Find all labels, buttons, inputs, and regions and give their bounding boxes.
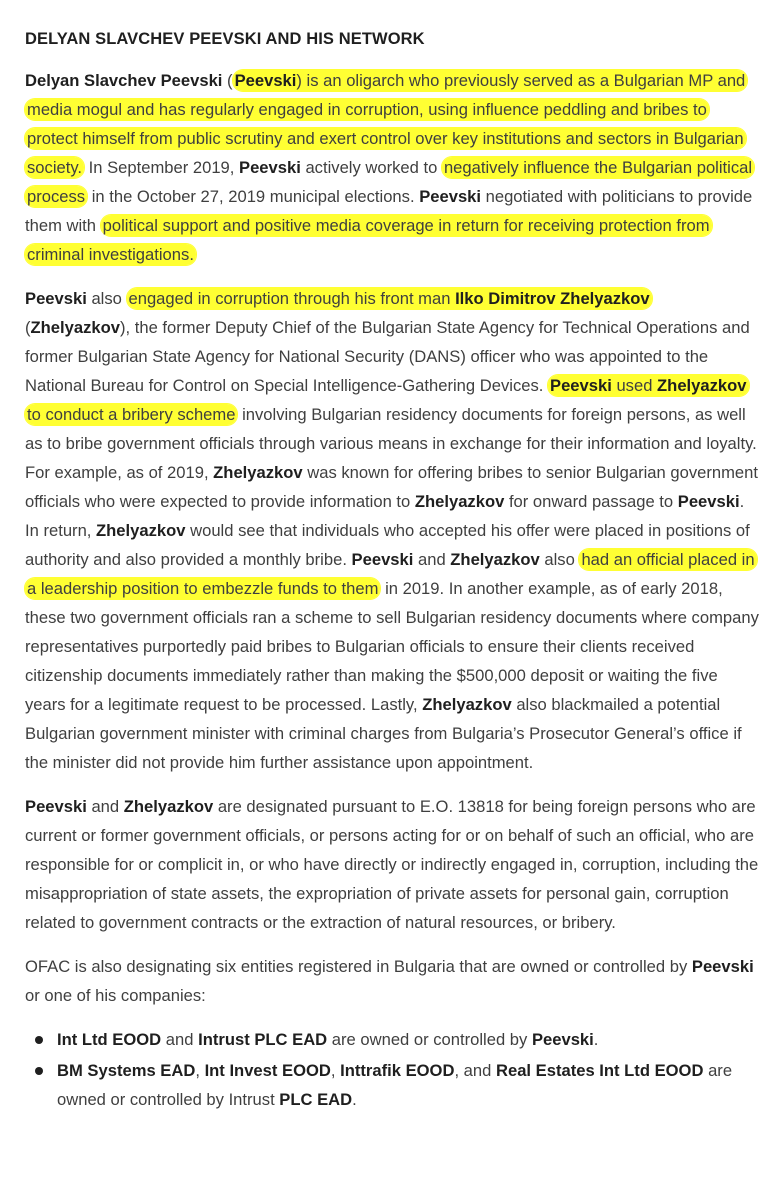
entity-name: Intrust PLC EAD	[198, 1030, 328, 1049]
entity-name: Real Estates Int Ltd EOOD	[495, 1061, 704, 1080]
paragraph-zhelyazkov-scheme: Peevski also engaged in corruption through his front man Ilko Dimitrov Zhelyazkov (Zhelyazkov), the former Deputy Chief of the Bulgarian State Agency for Technical Operations and former Bulgarian State Agency for National Security (DANS) officer who was appointed to the National Bureau for Control on Special Intelligence-Gathering Devices. Peevski used Zhelyazkov to conduct a bribery scheme involving Bulgarian residency documents for foreign persons, as well as to bribe government officials through various means in exchange for their information and loyalty. For example, as of 2019, Zhelyazkov was known for offering bribes to senior Bulgarian government officials who were expected to provide information to Zhelyazkov for onward passage to Peevski. In return, Zhelyazkov would see that individuals who accepted his offer were placed in positions of authority and also provided a monthly bribe. Peevski and Zhelyazkov also had an official placed in a leadership position to embezzle funds to them in 2019. In another example, as of early 2018, these two government officials ran a scheme to sell Bulgarian residency documents where company representatives purportedly paid bribes to Bulgarian officials to ensure their clients received citizenship documents immediately rather than making the $500,000 deposit or waiting the five years for a legitimate request to be processed. Lastly, Zhelyazkov also blackmailed a potential Bulgarian government minister with criminal charges from Bulgaria’s Prosecutor General’s office if the minister did not provide him further assistance upon appointment.	[25, 289, 759, 772]
list-item: BM Systems EAD, Int Invest EOOD, Inttrafik EOOD, and Real Estates Int Ltd EOOD are owned or controlled by Intrust PLC EAD.	[57, 1056, 760, 1114]
person-name: Peevski	[25, 797, 87, 816]
paragraph-peevski-overview: Delyan Slavchev Peevski ( Peevski) is an oligarch who previously served as a Bulgarian MP and media mogul and has regularly engaged in corruption, using influence peddling and bribes to protect himself from public scrutiny and exert control over key institutions and sectors in Bulgarian society. In September 2019, Peevski actively worked to negatively influence the Bulgarian political process in the October 27, 2019 municipal elections. Peevski negotiated with politicians to provide them with political support and positive media coverage in return for receiving protection from criminal investigations.	[25, 71, 753, 264]
person-name: Peevski	[550, 376, 612, 395]
person-name: Zhelyazkov	[123, 797, 214, 816]
person-name: Peevski	[351, 550, 414, 569]
person-name: Zhelyazkov	[414, 492, 505, 511]
person-name: Peevski	[234, 71, 297, 90]
list-item: Int Ltd EOOD and Intrust PLC EAD are owned or controlled by Peevski.	[57, 1025, 760, 1054]
person-name: Zhelyazkov	[422, 695, 512, 714]
person-name: Zhelyazkov	[213, 463, 303, 482]
person-name: Peevski	[531, 1030, 594, 1049]
highlighted-text: negatively influence the Bulgarian political process	[27, 158, 753, 206]
entity-name: Int Invest EOOD	[204, 1061, 331, 1080]
person-name: Peevski	[239, 158, 301, 177]
highlighted-text: political support and positive media coverage in return for receiving protection from criminal investigations.	[27, 216, 710, 264]
person-name: Peevski	[691, 957, 754, 976]
person-name: Peevski	[25, 289, 87, 308]
highlighted-text: had an official placed in a leadership position to embezzle funds to them	[27, 550, 755, 598]
highlighted-text: engaged in corruption through his front man Ilko Dimitrov Zhelyazkov	[128, 289, 650, 308]
section-heading: DELYAN SLAVCHEV PEEVSKI AND HIS NETWORK	[25, 30, 425, 48]
person-name: Ilko Dimitrov Zhelyazkov	[455, 289, 650, 308]
person-name: Zhelyazkov	[30, 318, 120, 337]
person-name: Zhelyazkov	[450, 550, 540, 569]
entity-name: BM Systems EAD	[57, 1061, 196, 1080]
person-name: Zhelyazkov	[657, 376, 747, 395]
paragraph-designation: Peevski and Zhelyazkov are designated pursuant to E.O. 13818 for being foreign persons who are current or former government officials, or persons acting for or on behalf of such an official, who are responsible for or complicit in, or who have directly or indirectly engaged in, corruption, including the misappropriation of state assets, the expropriation of private assets for personal gain, corruption related to government contracts or the extraction of natural resources, or bribery.	[25, 797, 759, 932]
person-name: Delyan Slavchev Peevski	[25, 71, 223, 90]
entity-name: Int Ltd EOOD	[57, 1030, 162, 1049]
person-name: Peevski	[677, 492, 740, 511]
highlighted-text: Peevski) is an oligarch who previously served as a Bulgarian MP and media mogul and has regularly engaged in corruption, using influence peddling and bribes to protect himself from public scrutiny and exert control over key institutions and sectors in Bulgarian society.	[27, 71, 746, 177]
entity-list	[25, 1025, 760, 1114]
entity-name: PLC EAD	[279, 1090, 353, 1109]
person-name: Zhelyazkov	[96, 521, 186, 540]
person-name: Peevski	[419, 187, 482, 206]
highlighted-text: Peevski used Zhelyazkov to conduct a bribery scheme	[27, 376, 747, 424]
entity-name: Inttrafik EOOD	[340, 1061, 455, 1080]
paragraph-entities-intro: OFAC is also designating six entities registered in Bulgaria that are owned or controlled by Peevski or one of his companies:	[25, 957, 754, 1005]
